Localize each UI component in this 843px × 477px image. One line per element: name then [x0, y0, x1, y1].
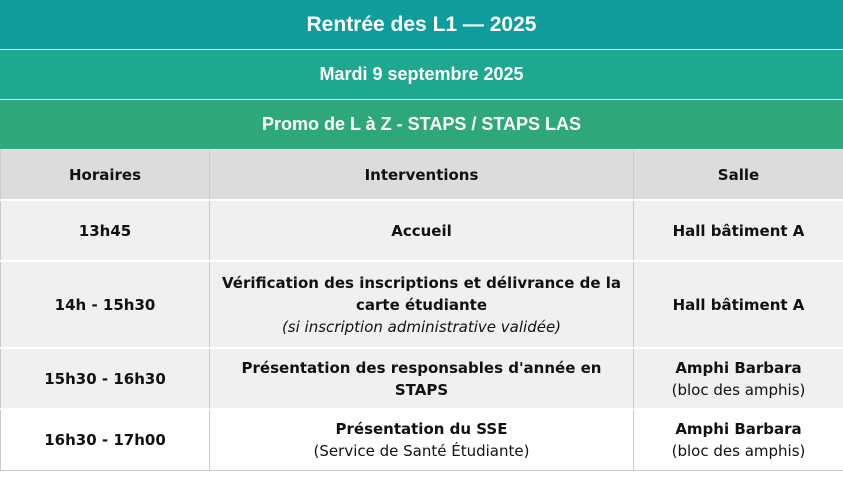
event-date: Mardi 9 septembre 2025 — [0, 50, 843, 100]
room-note: (bloc des amphis) — [671, 380, 806, 399]
schedule-table — [0, 150, 843, 471]
room-cell: Amphi Barbara (bloc des amphis) — [634, 409, 843, 471]
intervention-note: (Service de Santé Étudiante) — [313, 442, 530, 460]
room-note: (bloc des amphis) — [671, 442, 806, 460]
promo-label: Promo de L à Z - STAPS / STAPS LAS — [0, 100, 843, 150]
column-header-horaires: Horaires — [1, 150, 210, 200]
table-row — [1, 261, 843, 348]
room-cell: Hall bâtiment A — [634, 261, 843, 348]
table-row — [1, 200, 843, 261]
table-row — [1, 348, 843, 409]
column-header-interventions: Interventions — [210, 150, 634, 200]
time-cell: 14h - 15h30 — [1, 261, 210, 348]
intervention-cell: Vérification des inscriptions et délivrance de la carte étudiante (si inscription administrative validée) — [210, 261, 634, 348]
event-title: Rentrée des L1 — 2025 — [0, 0, 843, 50]
time-cell: 16h30 - 17h00 — [1, 409, 210, 471]
intervention-cell: Accueil — [210, 200, 634, 261]
intervention-cell: Présentation des responsables d'année en STAPS — [210, 348, 634, 409]
table-header-row — [1, 150, 843, 200]
intervention-note: (si inscription administrative validée) — [281, 317, 562, 336]
table-row — [1, 409, 843, 471]
time-cell: 13h45 — [1, 200, 210, 261]
room-cell: Amphi Barbara (bloc des amphis) — [634, 348, 843, 409]
time-cell: 15h30 - 16h30 — [1, 348, 210, 409]
room-cell: Hall bâtiment A — [634, 200, 843, 261]
intervention-cell: Présentation du SSE (Service de Santé Étudiante) — [210, 409, 634, 471]
column-header-salle: Salle — [634, 150, 843, 200]
